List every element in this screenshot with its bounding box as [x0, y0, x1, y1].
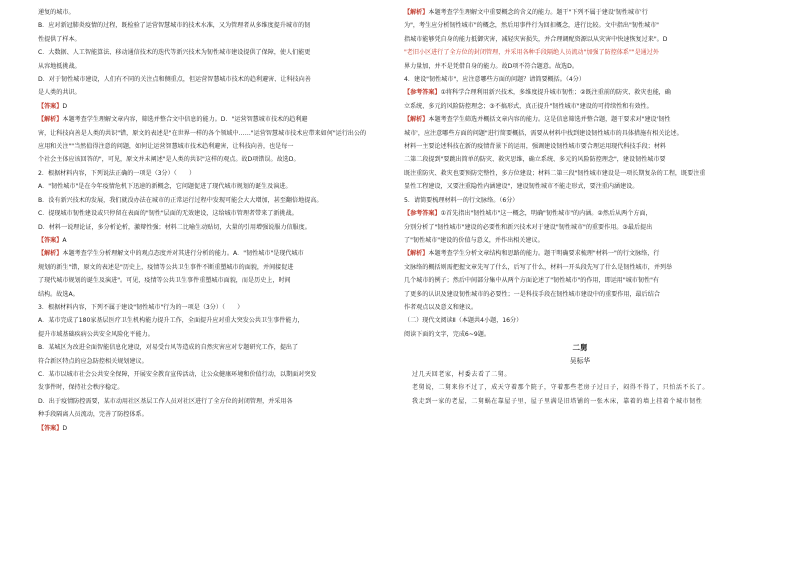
text-line: 文脉络的概括则需把握文章先写了什么，后写了什么，材料一开头段先写了什么是韧性城市，并列举 — [404, 263, 673, 271]
answer-text: 本题考查学生理解文中重要概念的含义的能力。题干"下列不属于建设'韧性城市'行 — [428, 9, 648, 16]
text-line: 指城市能够凭自身的能力抵御灾害，减轻灾害损失，并合理调配资源以从灾害中快速恢复过来"。D — [404, 35, 668, 43]
text-line: 立系统、多元的风险防控理念；③不搞形式，真正提升"韧性城市"建设的可持续性和有效性。 — [404, 102, 653, 110]
answer-text: ①将科学合理利用新兴技术，多维度提升城市韧性；②既注重前的防灾、救灾也能，确 — [440, 89, 671, 97]
answer-line — [38, 234, 390, 247]
text-line: 作者观点以及意义和建议。 — [404, 303, 478, 311]
answer-tag: 【解析】 — [404, 250, 429, 258]
answer-text: ①首先指出"韧性城市"这一概念，明确"韧性城市"的内涵。②然后从两个方面， — [440, 210, 652, 218]
answer-text: A — [62, 236, 67, 244]
answer-tag: 【参考答案】 — [404, 89, 441, 97]
article-paragraph: 老舅说，二舅来你不过了，成天守着那个院子，守着那些老房子过日子，闷得不得了，只怕活不长了。 — [412, 384, 710, 392]
text-line: 规划的新生"错，原文的表述是"历史上，疫情等公共卫生事件不断重塑城市的面貌，并间接促进 — [38, 263, 294, 271]
answer-text: D — [62, 102, 68, 110]
text-line: 是人类的共识。 — [38, 89, 81, 97]
answer-line — [38, 100, 390, 113]
text-line: 了"韧性城市"建设的价值与意义，并作出相关建议。 — [404, 236, 544, 244]
answer-text: 本题考查学生理解文章内容，筛选并整合文中信息的能力。D．"运营智慧城市技术的趋利避 — [62, 116, 308, 124]
text-line: B．某城区为改进全面智能信息化建设，对易受台风等造成的自然灾害应对专题研究工作，提出了 — [38, 344, 299, 352]
text-line: 4．建设"韧性城市"，应注意哪些方面的问题？请简要概括。（4分） — [404, 76, 585, 84]
answer-text: D — [62, 424, 68, 432]
text-line: 了现代城市规划的诞生及演进"。可见，疫情等公共卫生事件重塑城市面貌，而是历史上，时间 — [38, 277, 291, 285]
text-line: 既注重防灾、救灾也要预防完整性，多方位建设；材料二第三段"韧性城市建设是一项长期复杂的工程，既要注重 — [404, 169, 706, 177]
text-line: 从容地抵挑战。 — [38, 62, 81, 70]
text-line: D．对于韧性城市建设，人们有不同的关注点和侧重点，但运营智慧城市技术的趋利避害、让科技向善 — [38, 76, 311, 84]
text-line: 个社会主体应该回答的"，可见，原文并未阐述"是人类的共识"这样的观点。故D项错误。故选D。 — [38, 156, 300, 164]
answer-line — [404, 6, 756, 19]
answer-line — [404, 207, 756, 220]
text-line: （二）现代文阅读Ⅱ（本题共4小题，16分） — [404, 317, 523, 325]
text-line: 递复的城市。 — [38, 9, 75, 16]
text-line: D．出于疫情防控需要，某市动用社区基层工作人员对社区进行了全方位的封闭管理，并采用各 — [38, 397, 293, 405]
answer-text: 本题考查学生分析文章结构和思路的能力。题干明确要求梳理"材料一"的行文脉络，行 — [428, 250, 660, 258]
answer-tag: 【答案】 — [38, 102, 63, 110]
text-line: C．某市以城市社会公共安全保障，开展安全教育宣传活动，让公众健康环境和价值行动，以期面对突发 — [38, 370, 317, 378]
answer-line — [404, 113, 756, 126]
text-line: 阅读下面的文字，完成6~9题。 — [404, 330, 490, 338]
text-line: 性提供了样本。 — [38, 35, 81, 43]
highlight-line: "老旧小区进行了全方位的封闭管理，并采用各种手段隔绝人员流动"加强了防控体系""是通过外 — [404, 49, 659, 57]
answer-tag: 【解析】 — [38, 250, 63, 258]
answer-line — [404, 86, 756, 99]
text-line: C．大数据、人工智能算法、移动通信技术的迭代等新兴技术为韧性城市建设提供了保障，使人们能更 — [38, 49, 311, 57]
text-line: B．没有新兴技术的发展，我们就没办法在城市的正常运行过程中发现可能会大大增加，甚至翻倍地提高。 — [38, 196, 323, 204]
text-line: D．材料一说理论证，多分析论析，激辩性强；材料二比喻生动贴切，大量的引用增强说服力信服度。 — [38, 223, 311, 231]
answer-tag: 【答案】 — [38, 424, 63, 432]
text-line: 种手段隔离人员流动，完善了防控体系。 — [38, 411, 148, 419]
right-column — [404, 6, 756, 408]
answer-text: 本题考查学生分析理解文中的观点态度并对其进行分析的能力。A．"韧性城市"是现代城市 — [62, 250, 304, 258]
text-line: 城市'，应注意哪些方面的问题"进行简要概括，需要从材料中找到建设韧性城市的具体措施有相关论述。 — [404, 129, 683, 137]
text-line: B．应对新冠肺炎疫情的过程，既检验了运营智慧城市的技术水准，又为管理者从多维度提升城市的韧 — [38, 22, 311, 30]
text-line: 为"，考生应分析韧性城市"的概念，然后用事件行为回扣概念，进行比较。文中指出"韧性城市" — [404, 22, 659, 30]
text-line: 了更多的认识及建设韧性城市的必要性；一是科技手段在韧性城市建设中的重要作用，最后结合 — [404, 290, 660, 298]
text-line: 二第二段提到"要跳出简单的防灾、救灾思维，确立系统、多元的风险防控理念"，建设韧性城市要 — [404, 156, 666, 164]
article-paragraph: 过几天回老家，村委去看了二舅。 — [412, 370, 512, 378]
text-line: 符合新区特点的应急防控相关规划建议。 — [38, 357, 148, 365]
answer-tag: 【解析】 — [404, 9, 429, 16]
answer-line — [38, 422, 390, 435]
article-author: 吴标华 — [569, 356, 591, 365]
answer-text: 本题考查学生筛选并概括文章内容的能力。这是信息筛选并整合题，题干要求对"建设'韧性 — [428, 116, 671, 124]
text-line: 2．根据材料内容，下列说法正确的一项是（3分）（ ） — [38, 169, 196, 177]
text-line: 发事件时，保持社会秩序稳定。 — [38, 384, 124, 392]
text-line: 显性工程建设，又要注重隐性内涵建设"，建设韧性城市不能走形式，要注重内涵建设。 — [404, 183, 639, 191]
text-line: 结构。故选A。 — [38, 290, 79, 298]
answer-tag: 【解析】 — [38, 116, 63, 124]
text-line: 分别分析了"韧性城市"建设的必要性和新兴技术对于建设"韧性城市"的重要作用。③最后提出 — [404, 223, 653, 231]
answer-tag: 【参考答案】 — [404, 210, 441, 218]
answer-tag: 【解析】 — [404, 116, 429, 124]
text-line: A．"韧性城市"是在今年疫情危机下迅速的新概念，它问题促进了现代城市规划的诞生及演进。 — [38, 183, 292, 191]
article-title: 二舅 — [572, 343, 588, 353]
article-paragraph: 我走到一家的老屋，二舅蜗在靠屋子里，屋子里满是旧塔铺的一张木床，靠着的墙上挂着个城市韧性 — [412, 397, 703, 405]
answer-line — [38, 247, 390, 260]
left-column — [38, 6, 390, 435]
text-line: 材料一主要论述科技在新的疫情背景下的运用，强调建设韧性城市要合理运用现代科技手段；材料 — [404, 143, 667, 151]
text-line: 界力量加，并不是凭借自身的能力。故D项不符合题意。故选D。 — [404, 62, 578, 70]
text-line: 应用和关注""当然值得注意的问题，如何让运营智慧城市技术趋利避害，让科技向善，也是每一 — [38, 143, 294, 151]
answer-line — [404, 247, 756, 260]
text-line: 3．根据材料内容，下列不属于建设"韧性城市"行为的一项是（3分）（ ） — [38, 303, 244, 311]
text-line: 5．请简要梳理材料一的行文脉络。（6分） — [404, 196, 519, 204]
text-line: 几个城市的例子；然后中间部分集中从两个方面论述了"韧性城市"的作用，即运用"城市韧性"有 — [404, 277, 659, 285]
text-line: C．提现城市韧性建设或只停留在表面的"韧性"层面的无效建设，这给城市管理者带来了新挑战。 — [38, 210, 298, 218]
text-line: 害，让科技向善是人类的共识"错，原文的表述是"在世界一样的各个领域中……"运营智慧城市技术应带来如何"运行出公的 — [38, 129, 367, 137]
answer-tag: 【答案】 — [38, 236, 63, 244]
text-line: 提升市域基础疾病公共安全风险化平能力。 — [38, 330, 154, 338]
answer-line — [38, 113, 390, 126]
text-line: A．某市完成了180家基层医疗卫生机构能力提升工作，全面提升应对重大突发公共卫生事件能力， — [38, 317, 304, 325]
